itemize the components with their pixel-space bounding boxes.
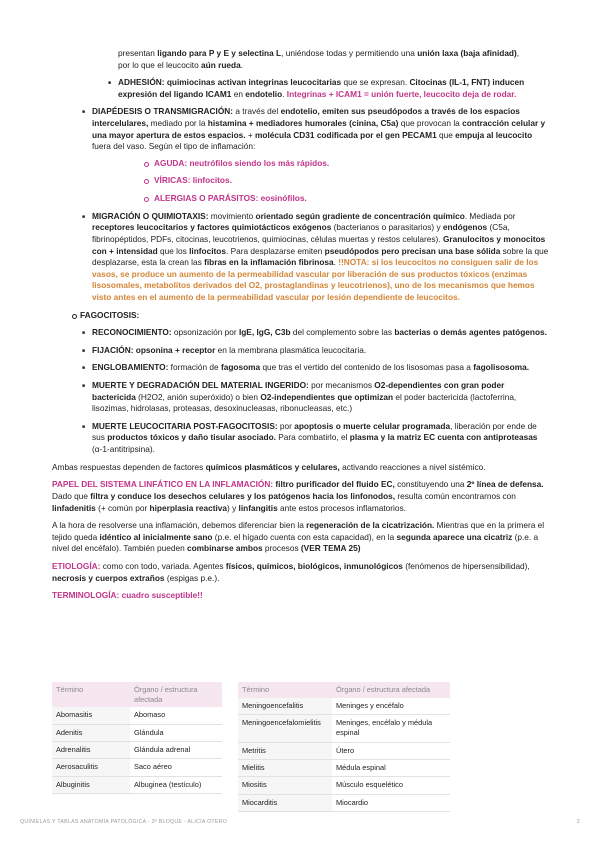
text-run: formación de	[168, 362, 221, 373]
table-cell: Adrenalitis	[52, 741, 130, 758]
text-run: ligando para P y E y selectina L	[157, 48, 282, 58]
text-run: sobre la que desplazarse, esta la crean las	[92, 245, 549, 268]
table-cell: Albuginitis	[52, 776, 130, 793]
footer-title: QUINIELAS Y TABLAS ANATOMÍA PATOLÓGICA - 3º BLOQUE - ALICIA OTERO	[20, 819, 228, 825]
terminology-table-2	[238, 682, 450, 812]
list-item-adhesion	[118, 77, 550, 100]
text-run: en la membrana plasmática leucocitaria.	[215, 344, 367, 355]
text-run: ADHESIÓN:	[118, 77, 165, 88]
table-cell: Útero	[332, 742, 450, 759]
page-number: 2	[576, 819, 580, 825]
text-run: MUERTE Y DEGRADACIÓN DEL MATERIAL INGERIDO:	[92, 380, 309, 391]
list-item-reconocimiento	[92, 327, 550, 339]
text-run: presentan	[118, 48, 158, 58]
leucocyte-steps-list	[26, 106, 550, 303]
text-run: productos tóxicos y daño tisular asociado.	[107, 432, 276, 443]
text-run: opsonización por	[171, 327, 239, 338]
text-run: , liberación por ende de sus	[92, 420, 537, 443]
text-run: (fenómenos de hipersensibilidad),	[402, 560, 530, 571]
table-header: Órgano / estructura afectada	[130, 682, 222, 707]
text-run: constituyendo una	[394, 479, 467, 490]
text-run: (VER TEMA 25)	[300, 543, 361, 554]
text-run: A la hora de resolverse una inflamación, debemos diferenciar bien la	[52, 520, 307, 531]
table-cell: Albuginea (testículo)	[130, 776, 222, 793]
text-run: IgE, IgG, C3b	[238, 327, 291, 338]
text-run: hiperplasia reactiva	[149, 502, 228, 513]
table-cell: Abomasitis	[52, 707, 130, 724]
text-run: a través del	[233, 106, 281, 117]
text-run: filtra y conduce los desechos celulares y los patógenos hacia los linfonodos,	[90, 490, 396, 501]
table-cell: Miositis	[238, 777, 332, 794]
table-row	[238, 698, 450, 715]
text-run: procesos	[262, 543, 301, 554]
text-run: O2-dependientes con gran poder bactericida	[92, 380, 505, 402]
text-run: apoptosis o muerte celular programada	[294, 420, 451, 431]
text-run: ) y	[227, 502, 239, 513]
text-run: por lo que el leucocito	[118, 59, 202, 70]
text-run: .	[240, 59, 243, 70]
text-run: del complemento sobre las	[290, 327, 395, 338]
table-cell: Miocarditis	[238, 794, 332, 811]
table-row	[52, 724, 222, 741]
fagocitosis-list	[26, 327, 550, 455]
text-run: orientado según gradiente de concentración químico	[255, 210, 465, 221]
text-run: linfocitos	[189, 245, 226, 256]
text-run: resulta común encontrarnos con	[395, 490, 516, 501]
text-run: O2-independientes que optimizan	[260, 391, 394, 402]
table-cell: Abomaso	[130, 707, 222, 724]
table-cell: Mielitis	[238, 760, 332, 777]
text-run: .	[282, 88, 287, 99]
text-run: (p.e. el hígado cuenta con esta capacidad), en la	[212, 531, 397, 542]
text-run: MUERTE LEUCOCITARIA POST-FAGOCITOSIS:	[92, 420, 278, 431]
text-run: , uniéndose todas y permitiendo una	[281, 48, 418, 58]
text-run: fagosoma	[220, 362, 261, 373]
text-run: fibras en la inflamación fibrinosa	[204, 257, 334, 268]
text-run: Ambas respuestas dependen de factores	[52, 461, 206, 472]
text-run: histamina + mediadores humorales (cinina, C5a)	[207, 118, 399, 129]
text-run: regeneración de la cicatrización.	[306, 520, 435, 531]
list-item-viricas: VÍRICAS: linfocitos.	[154, 175, 550, 187]
table-row	[238, 777, 450, 794]
text-run: que	[436, 129, 456, 140]
table-row	[238, 794, 450, 811]
text-run: Mientras que en la primera el tejido queda	[52, 520, 545, 542]
paragraph-etiologia	[52, 561, 550, 584]
list-item-alergias: ALERGIAS O PARÁSITOS: eosinófilos.	[154, 193, 550, 205]
text-run: Dado que	[52, 490, 91, 501]
table-row	[238, 760, 450, 777]
text-run: endotelio	[245, 88, 283, 99]
text-run: (+ común por	[95, 502, 150, 513]
text-run: bacterias o demás agentes patógenos.	[394, 327, 547, 338]
text-run: idéntico al inicialmente sano	[99, 531, 213, 542]
text-run: MIGRACIÓN O QUIMIOTAXIS:	[92, 210, 209, 221]
text-run: ante estos procesos inflamatorios.	[277, 502, 406, 513]
text-run: por mecanismos	[308, 380, 375, 391]
text-run: (C5a, fibrinopéptidos, PDFs, citocinas, leucotrienos, quimiocinas, células muertas y restos celulares).	[92, 222, 510, 244]
text-run: +	[245, 129, 256, 140]
paragraph-resolucion	[52, 520, 550, 555]
text-run: linfangitis	[238, 502, 278, 513]
list-item-migracion	[92, 211, 550, 304]
text-run: por	[277, 420, 295, 431]
list-item-fijacion	[92, 345, 550, 357]
main-content	[52, 48, 550, 608]
text-run: molécula CD31 codificada por el gen PECAM1	[255, 129, 437, 140]
table-header: Órgano / estructura afectada	[332, 682, 450, 698]
text-run: fuera del vaso. Según el tipo de inflamación:	[92, 141, 256, 152]
list-item-diapedesis	[92, 106, 550, 204]
list-item-muerte-degradacion	[92, 380, 550, 415]
nota-highlight: !!NOTA: si los leucocitos no consiguen salir de los vasos, se produce un aumento de la permeabilidad vascular por liberación de sus productos tóxicos (enzimas lisosomales, metabolitos derivados del O2, prostaglandinas y leucotrienos), uno de los mecanismos que hemos visto antes en el aumento de la permeabilidad vascular por lesión dependiente de leucocitos.	[92, 257, 539, 302]
table-cell: Meninges, encéfalo y médula espinal	[332, 714, 450, 742]
section-label: PAPEL DEL SISTEMA LINFÁTICO EN LA INFLAMACIÓN:	[52, 479, 274, 490]
rodamiento-continuation	[118, 48, 550, 71]
text-run: movimiento	[208, 210, 256, 221]
text-run: Para combatirlo, el	[275, 432, 350, 443]
adhesion-list	[52, 77, 550, 100]
text-run: fagolisosoma.	[473, 362, 530, 373]
text-run: linfadenitis	[52, 502, 96, 513]
table-header: Término	[52, 682, 130, 707]
text-run: en	[231, 88, 246, 99]
table-row	[52, 776, 222, 793]
table-row	[52, 741, 222, 758]
text-run: (H2O2, anión superóxido) o bien	[135, 391, 261, 402]
table-cell: Metritis	[238, 742, 332, 759]
paragraph-ambas	[52, 462, 550, 474]
list-item-aguda: AGUDA: neutrófilos siendo los más rápidos.	[154, 158, 550, 170]
table-cell: Adenitis	[52, 724, 130, 741]
text-run: Granulocitos y monocitos con + intensidad	[92, 233, 546, 256]
text-run: que los	[157, 245, 190, 256]
text-run: Integrinas + ICAM1 = unión fuerte, leucocito deja de rodar.	[286, 88, 517, 99]
table-cell: Miocardio	[332, 794, 450, 811]
table-cell: Meningoencefalomielitis	[238, 714, 332, 742]
text-run: segunda aparece una cicatriz	[396, 531, 513, 542]
text-run: (p.e. a nivel del encéfalo). También pueden	[52, 531, 539, 554]
text-run: receptores leucocitarios y factores quimiotácticos exógenos	[92, 222, 332, 233]
text-run: necrosis y cuerpos extraños	[52, 572, 165, 583]
text-run: combinarse ambos	[187, 543, 263, 554]
text-run: ENGLOBAMIENTO:	[92, 362, 169, 373]
text-run: Citocinas (IL-1, FNT) inducen expresión del ligando ICAM1	[118, 77, 525, 99]
text-run: (espigas p.e.).	[164, 572, 220, 583]
table-cell: Aerosaculitis	[52, 759, 130, 776]
text-run: como con todo, variada. Agentes	[100, 560, 226, 571]
table-row	[238, 742, 450, 759]
text-run: (bacterianos o parasitarios) y	[331, 222, 443, 233]
table-cell: Meningoencefalitis	[238, 698, 332, 715]
text-run: que tras el vertido del contenido de los lisosomas pasa a	[260, 362, 474, 373]
text-run: quimiocinas activan integrinas leucocitarias	[164, 77, 342, 88]
table-cell: Saco aéreo	[130, 759, 222, 776]
list-item-muerte-leucocitaria	[92, 421, 550, 456]
text-run: (α-1-antitripsina).	[92, 444, 155, 455]
table-row	[238, 714, 450, 742]
text-run: RECONOCIMIENTO:	[92, 327, 172, 338]
section-label: ETIOLOGÍA:	[52, 560, 101, 571]
text-run: plasma y la matriz EC cuenta con antiproteasas	[349, 432, 538, 443]
table-row	[52, 707, 222, 724]
text-run: mediado por la	[148, 118, 208, 129]
text-run: . Para desplazarse emiten	[225, 245, 325, 256]
table-cell: Músculo esquelético	[332, 777, 450, 794]
text-run: químicos plasmáticos y celulares,	[205, 461, 340, 472]
terminology-table-1	[52, 682, 222, 794]
text-run: pseudópodos pero precisan una base sólida	[324, 245, 501, 256]
text-run: que provocan la	[398, 118, 463, 129]
table-cell: Glándula adrenal	[130, 741, 222, 758]
text-run: filtro purificador del fluido EC,	[273, 479, 395, 490]
inflammation-types-list	[92, 158, 550, 205]
text-run: físicos, químicos, biológicos, inmunológicos	[225, 560, 403, 571]
text-run: FIJACIÓN: opsonina + receptor	[92, 344, 216, 355]
text-run: que se expresan.	[341, 77, 410, 88]
text-run: endotelio, emiten sus pseudópodos a través de los espacios intercelulares,	[92, 106, 520, 129]
text-run: 2º línea de defensa.	[466, 479, 544, 490]
text-run: ,	[516, 48, 520, 58]
text-run: aún rueda	[201, 59, 241, 70]
table-cell: Glándula	[130, 724, 222, 741]
text-run: empuja al leucocito	[455, 129, 533, 140]
table-cell: Médula espinal	[332, 760, 450, 777]
text-run: el poder bactericida (lactoferrina, lisozimas, hidrolasas, proteasas, desoxinucleasas, ribonucleasas, etc.)	[92, 391, 517, 414]
terminologia-heading: TERMINOLOGÍA: cuadro susceptible!!	[52, 590, 203, 601]
text-run: contracción celular y una mayor apertura de estos espacios.	[92, 118, 546, 140]
table-header: Término	[238, 682, 332, 698]
text-run: DIAPÉDESIS O TRANSMIGRACIÓN:	[92, 106, 234, 117]
text-run: unión laxa (baja afinidad)	[417, 48, 517, 58]
paragraph-sistema-linfatico	[52, 479, 550, 514]
fagocitosis-heading: FAGOCITOSIS:	[80, 310, 550, 322]
page-footer	[20, 819, 580, 826]
text-run: endógenos	[442, 222, 488, 233]
text-run: . Mediada por	[464, 210, 516, 221]
text-run: .	[333, 257, 339, 268]
table-row	[52, 759, 222, 776]
list-item-englobamiento	[92, 362, 550, 374]
table-cell: Meninges y encéfalo	[332, 698, 450, 715]
text-run: activando reacciones a nivel sistémico.	[339, 461, 486, 472]
